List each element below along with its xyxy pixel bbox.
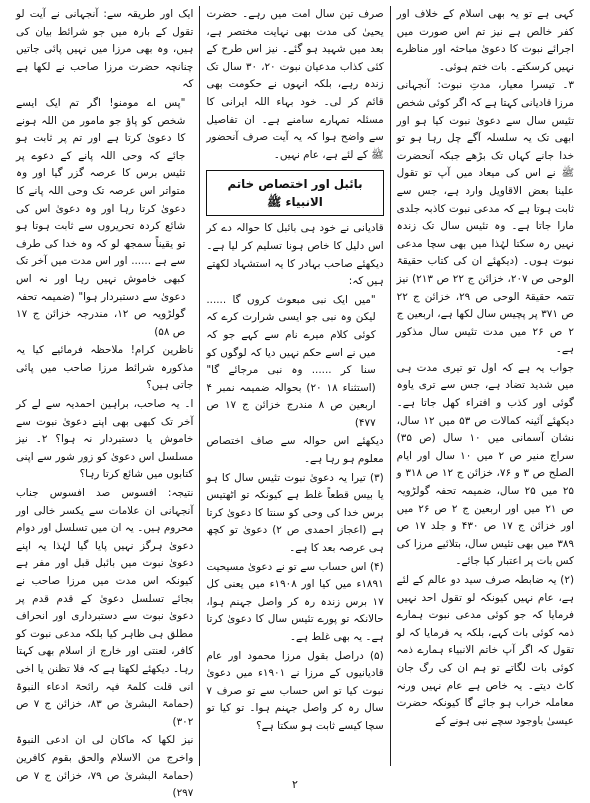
column-middle [200, 6, 390, 766]
paragraph: کہی ہے تو یہ بھی اسلام کے خلاف اور کفر خالص ہے نیز تم اس صورت میں اجرائے نبوت کا دعویٰ مباحثہ اور مناظرے نہیں کرسکتے۔ بات ختم ہوئی۔ [396, 8, 574, 73]
paragraph: ا۔ یہ صاحب، براہین احمدیہ سے لے کر آخر تک کبھی بھی اپنے دعویٰ نبوت سے خاموش یا دستبردار نہ ہوا؟ ۲۔ نیز مسلسل اس دعویٰ کو زور شور سے اپنی کتابوں میں شائع کرتا رہا؟ [16, 398, 194, 481]
page-number: ۲ [292, 778, 298, 791]
paragraph: دیکھئے اس حوالہ سے صاف اختصاص معلوم ہو رہا ہے۔ [206, 435, 384, 466]
paragraph: قادیانی نے خود ہی بائبل کا حوالہ دے کر اس دلیل کا خاص ہونا تسلیم کر لیا ہے۔ دیکھئے صاحب بہادر کا یہ استشہاد لکھتے ہیں کہ: [206, 222, 384, 288]
paragraph: ۳۔ تیسرا معیار، مدتِ نبوت: آنجہانی مرزا قادیانی کہتا ہے کہ اگر کوئی شخص تئیس سال سے دعویٰ نبوت کیا ہو اور ابھی تک یہ سلسلہ آگے چل رہا ہو تو خدا جانے کہاں تک بڑھے جبکہ آنحضرت ﷺ نے اس کی میعاد میں آپ تو تقول علینا بعض الاقاویل وارد ہے، جس سے ثابت ہوتا ہے کہ مدعی نبوت کاذبہ جلدی مارا جاتا ہے۔ وہ تئیس سال تک زندہ نہیں رہ سکتا لہٰذا میں بھی سچا مدعی نبوت ہوں۔ (دیکھئے ان کی کتاب حقیقۃ الوحی ص ۲۰۷، خزائن ج ۲۲ ص ۲۱۳) نیز تتمہ حقیقۃ الوحی ص ۲۹، خزائن ج ۲۲ ص ۳۷۱ پر پچیس سال لکھا ہے، اربعین ج ۲ ص ۲۶ میں مدت تئیس سال مذکور ہے۔ [396, 79, 574, 356]
paragraph: نیز لکھا کہ ماکان لی ان ادعی النبوۃ واخرج من الاسلام والحق بقوم کافرین (حمامۃ البشریٰ ص ۷۹، خزائن ج ۷ ص ۲۹۷) [16, 734, 194, 800]
paragraph: (۵) دراصل بقول مرزا محمود اور عام قادیانیوں کے مرزا نے ۱۹۰۱ء میں دعویٰ نبوت کیا تو اس حساب سے تو صرف ۷ سال رہ کر واصل جہنم ہوا۔ تو کیا تو سچا کیسے ثابت ہو سکتا ہے؟ [206, 649, 384, 732]
paragraph: (۴) اس حساب سے تو نے دعویٰ مسیحیت ۱۸۹۱ء میں کیا اور ۱۹۰۸ء میں یعنی کل ۱۷ برس زندہ رہ کر واصل جہنم ہوا، حالانکہ تو پورے تئیس سال کا دعویٰ کرتا ہے۔ یہ بھی غلط ہے۔ [206, 560, 384, 643]
text-columns [10, 6, 580, 800]
paragraph: جواب یہ ہے کہ اول تو تیری مدت ہی میں شدید تضاد ہے، جس سے تری یاوہ گوئی اور کذب و افتراء کھل جاتا ہے۔ دیکھئے آئینہ کمالات ص ۵۳ میں ۱۲ سال، نشان آسمانی میں ۱۰ سال (ص ۳۵) سراج منیر ص ۲ میں ۱۰ سال اور ایام الصلح ص ۳ و ۷۶، خزائن ج ۱۲ ص ۳۱۸ و ۲۵ میں ۲۵ سال، ضمیمہ تحفہ گولڑویہ ص ۲۱ میں اور اربعین ج ۲ ص ۲۶ میں اور خزائن ج ۱۷ ص ۴۳۰ و جلد ۱۷ ص ۳۸۹ میں بھی تئیس سال، بتلائیے مرزا کی کس بات پر اعتبار کیا جائے۔ [396, 361, 575, 568]
paragraph: صرف تین سال امت میں رہے۔ حضرت یحییٰ کی مدت بھی نہایت مختصر ہے، بعد میں شہید ہو گئے۔ نیز اس طرح کے کئی کذاب مدعیان نبوت ۲۰، ۳۰ سال تک زندہ رہے، بلکہ انہوں نے حکومت بھی قائم کر لی۔ خود بہاء اللہ ایرانی کا مسئلہ تمہارے سامنے ہے۔ ان تفاصیل سے واضح ہوا کہ یہ آیت صرف آنحضور ﷺ کے لئے ہے، عام نہیں۔ [206, 8, 384, 161]
paragraph: نتیجہ: افسوس صد افسوس جناب آنجہانی ان علامات سے یکسر خالی اور محروم ہیں۔ یہ ان میں تسلسل اور دوام دعویٰ ہرگز نہیں پایا گیا لہٰذا یہ اپنے دعویٰ نبوت میں بائبل قبل اور مفر ہے کیونکہ اس مدت میں مرزا صاحب نے بجائے تسلسل دعویٰ کے قدم قدم پر دعویٰ نبوت سے دستبرداری اور انحراف مطلق ہی ظاہر کیا بلکہ مدعی نبوت کو کافر، لعنتی اور خارج از اسلام بھی کہتا رہا۔ دیکھئے لکھتا ہے کہ فلا تظنن یا اخی انی قلت کلمۃ فیہ رائحۃ ادعاء النبوۃ (حمامۃ البشریٰ ص ۸۳، خزائن ج ۷ ص ۳۰۲) [16, 487, 194, 728]
quotation: "میں ایک نبی مبعوث کروں گا ...... لیکن وہ نبی جو ایسی شرارت کرے کہ کوئی کلام میرے نام سے کہے جو کہ میں نے اسے حکم نہیں دیا کہ لوگوں کو سنا کر ...... وہ نبی مرجائے گا" (استثناء ۱۸ ۲۰) بحوالہ ضمیمہ نمبر ۴ اربعین ص ۸ مندرج خزائن ج ۱۷ ص ۴۷۷) [206, 293, 376, 429]
column-left [10, 6, 200, 800]
paragraph: (۲) یہ ضابطہ صرف سید دو عالم کے لئے ہے، عام نہیں کیونکہ لو تقول احد نہیں فرمایا کہ جو کوئی مدعی نبوت ہمارے ذمہ کوئی بات کہے، بلکہ یہ فرمایا کہ لو تقول کہ اگر آپ خاتم الانبیاء ہمارے ذمہ کوئی بات لگاتے تو ہم ان کی رگ جان کاٹ دیتے۔ یہ خاص ہے عام نہیں ورنہ معاملہ خراب ہو جائے گا کیونکہ حضرت عیسیٰ باوجود سچے نبی ہونے کے [396, 574, 574, 727]
quotation: "پس اے مومنو! اگر تم ایک ایسے شخص کو پاؤ جو مامور من اللہ ہونے کا دعویٰ کرتا ہے اور تم پر ثابت ہو جائے کہ وحی اللہ پانے کے دعوے پر تئیس برس کا عرصہ گزر گیا اور وہ متواتر اس عرصہ تک وحی اللہ پانے کا دعویٰ کرتا رہا اور وہ دعویٰ اس کی شائع کردہ تحریروں سے ثابت ہوتا ہو تو یقیناً سمجھ لو کہ وہ خدا کی طرف سے ہے ...... اور اس مدت میں آخر تک کبھی خاموش نہیں رہا اور نہ اس دعویٰ سے دستبردار ہوا" (ضمیمہ تحفہ گولڑویہ ص ۱۲، مندرجہ خزائن ج ۱۷ ص ۵۸) [16, 96, 186, 338]
paragraph: (۳) تیرا یہ دعویٰ نبوت تئیس سال کا ہو یا بیس قطعاً غلط ہے کیونکہ تو اٹھتیس برس خدا کی وحی کو سنتا کا دعویٰ کرتا ہے (اعجاز احمدی ص ۲) دعویٰ تو کچھ ہی عرصہ بعد کا ہے۔ [206, 471, 384, 555]
paragraph: ناظرین کرام! ملاحظہ فرمائیے کیا یہ مذکورہ شرائط مرزا صاحب میں پائی جاتی ہیں؟ [16, 344, 194, 392]
section-heading: بائبل اور اختصاص خاتم الانبیاء ﷺ [206, 170, 383, 216]
column-right [391, 6, 580, 766]
paragraph: ایک اور طریقہ سے: آنجہانی نے آیت لو تقول کے بارہ میں جو شرائط بیان کی ہیں، وہ بھی مرزا میں نہیں پائی جاتیں چنانچہ حضرت مرزا صاحب نے لکھا ہے کہ [16, 8, 194, 91]
